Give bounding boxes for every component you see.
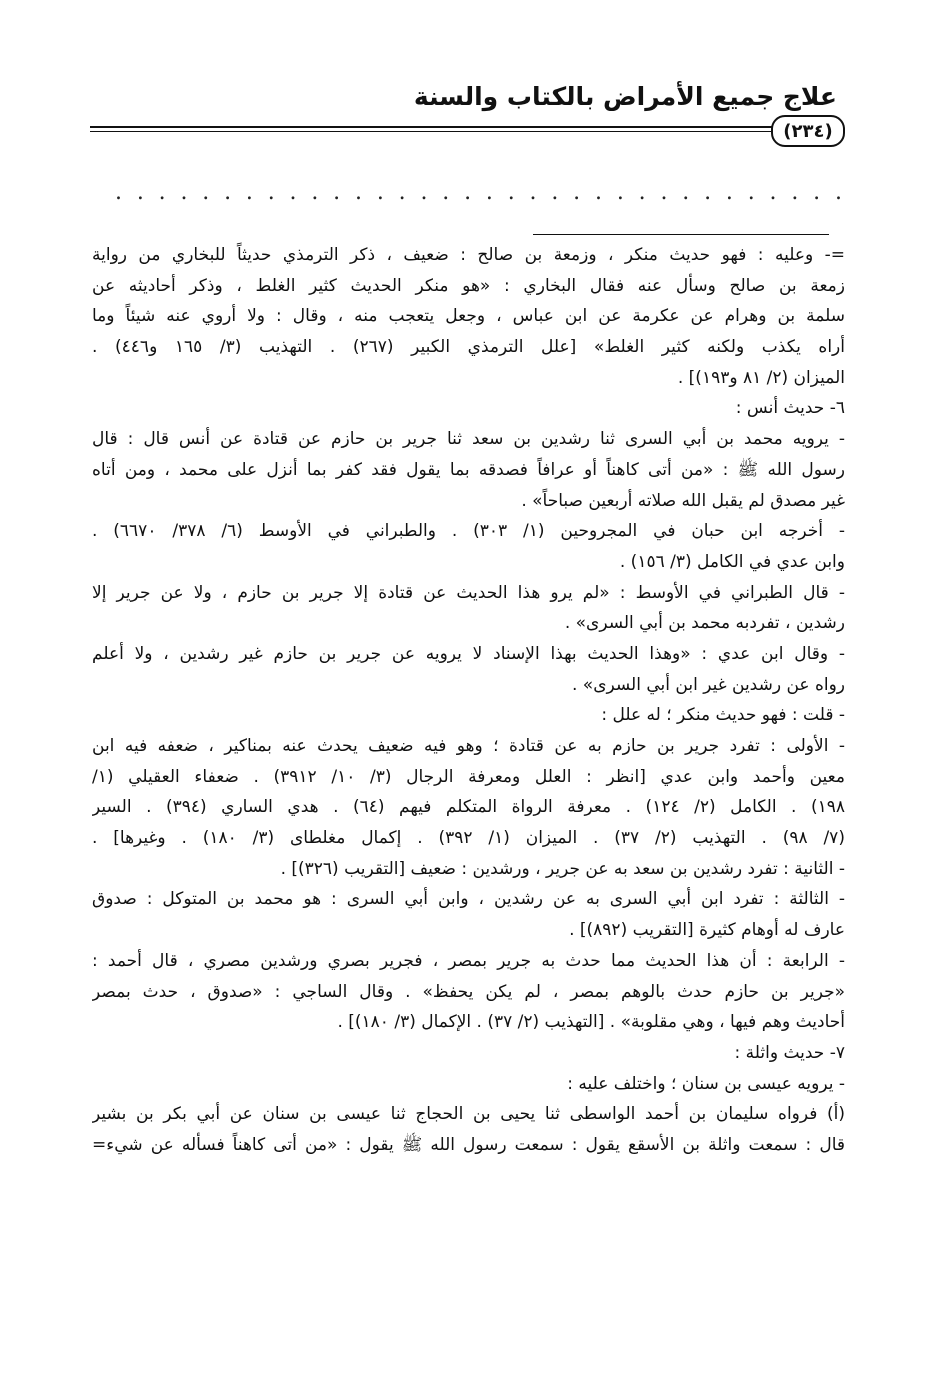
page-number: (٢٣٤) bbox=[771, 115, 845, 147]
text-line: وابن عدي في الكامل (٣/ ١٥٦) . bbox=[619, 551, 845, 572]
text-line: أراه يكذب ولكنه كثير الغلط» [علل الترمذي الكبير (٢٦٧) . التهذيب (٣/ ١٦٥ و٤٤٦) . bbox=[92, 337, 845, 358]
running-title: علاج جميع الأمراض بالكتاب والسنة bbox=[413, 82, 837, 111]
text-line: رواه عن رشدين غير ابن أبي السرى» . bbox=[572, 674, 845, 695]
text-line: ١٩٨) . الكامل (٢/ ١٢٤) . معرفة الرواة المتكلم فيهم (٦٤) . هدي الساري (٣٩٤) . السير bbox=[92, 797, 845, 818]
section-heading: ٦- حديث أنس : bbox=[735, 398, 845, 419]
text-line: الميزان (٢/ ٨١ و١٩٣)] . bbox=[677, 367, 845, 388]
header-rule bbox=[90, 126, 772, 132]
text-line: رشدين ، تفردبه محمد بن أبي السرى» . bbox=[564, 613, 845, 634]
footnote-rule bbox=[533, 234, 829, 235]
text-line: - قال الطبراني في الأوسط : «لم يرو هذا الحديث عن قتادة إلا جرير بن حازم ، ولا عن جرير إلا bbox=[92, 582, 845, 603]
text-line: (أ) فرواه سليمان بن أحمد الواسطى ثنا يحيى بن الحجاج ثنا عيسى بن سنان عن أبي بكر بن بشير bbox=[92, 1104, 845, 1125]
text-line: - الثالثة : تفرد ابن أبي السرى به عن رشدين ، وابن أبي السرى : هو محمد بن المتوكل : صدوق bbox=[92, 889, 845, 910]
text-line: - وقال ابن عدي : «وهذا الحديث بهذا الإسناد لا يرويه عن جرير بن حازم غير رشدين ، ولا أعلم bbox=[92, 643, 845, 664]
footnote-text bbox=[92, 240, 845, 1334]
text-line: - الثانية : تفرد رشدين بن سعد به عن جرير ، ورشدين : ضعيف [التقريب (٣٢٦)] . bbox=[280, 858, 845, 879]
text-line: عارف له أوهام كثيرة [التقريب (٨٩٢)] . bbox=[569, 920, 845, 941]
text-line: قال : سمعت واثلة بن الأسقع يقول : سمعت رسول الله ﷺ يقول : «من أتى كاهناً فسأله عن شيء= bbox=[92, 1134, 845, 1155]
section-heading: ٧- حديث واثلة : bbox=[734, 1042, 845, 1063]
text-line: «جرير بن حازم حدث بالوهم بمصر ، لم يكن يحفظ» . وقال الساجي : «صدوق ، حدث بمصر bbox=[92, 981, 845, 1002]
text-line: معين وأحمد وابن عدي [انظر : العلل ومعرفة الرجال (٣/ ١٠/ ٣٩١٢) . ضعفاء العقيلي (١/ bbox=[92, 766, 845, 787]
text-line: رسول الله ﷺ : «من أتى كاهناً أو عرافاً فصدقه بما يقول فقد كفر بما أنزل على محمد ، ومن أتاه bbox=[92, 459, 845, 480]
text-line: - الرابعة : أن هذا الحديث مما حدث به جرير بمصر ، فجرير بصري ورشدين مصري ، قال أحمد : bbox=[92, 950, 845, 971]
text-line: (٧/ ٩٨) . التهذيب (٢/ ٣٧) . الميزان (١/ ٣٩٢) . إكمال مغلطاى (٣/ ١٨٠) . وغيرها] . bbox=[92, 828, 845, 849]
text-line: - يرويه عيسى بن سنان ؛ واختلف عليه : bbox=[567, 1073, 845, 1094]
text-line: - قلت : فهو حديث منكر ؛ له علل : bbox=[601, 705, 845, 726]
text-line: سلمة بن وهرام عن عكرمة عن ابن عباس ، وجعل يتعجب منه ، وقال : ولا أروي عنه شيئاً وما bbox=[92, 306, 845, 327]
text-line: - الأولى : تفرد جرير بن حازم به عن قتادة ؛ وهو فيه ضعيف يحدث عنه بمناكير ، ضعفه فيه ابن bbox=[92, 736, 845, 756]
text-line: غير مصدق لم يقبل الله صلاته أربعين صباحاً» . bbox=[521, 490, 845, 511]
dotted-separator: . . . . . . . . . . . . . . . . . . . . . . . . . . . . . . . . . . bbox=[115, 180, 842, 205]
text-line: أحاديث وهم فيها ، وهي مقلوبة» . [التهذيب (٢/ ٣٧) . الإكمال (٣/ ١٨٠)] . bbox=[337, 1012, 845, 1033]
text-line: =- وعليه : فهو حديث منكر ، وزمعة بن صالح : ضعيف ، ذكر الترمذي حديثاً للبخاري من رواية bbox=[92, 245, 845, 265]
text-line: زمعة بن صالح وسأل عنه فقال البخاري : «هو منكر الحديث كثير الغلط ، وذكر أحاديثه عن bbox=[92, 275, 845, 296]
text-line: - أخرجه ابن حبان في المجروحين (١/ ٣٠٣) . والطبراني في الأوسط (٦/ ٣٧٨/ ٦٦٧٠) . bbox=[92, 521, 845, 542]
text-line: - يرويه محمد بن أبي السرى ثنا رشدين بن سعد ثنا جرير بن حازم عن قتادة عن أنس قال : قال bbox=[92, 429, 845, 450]
